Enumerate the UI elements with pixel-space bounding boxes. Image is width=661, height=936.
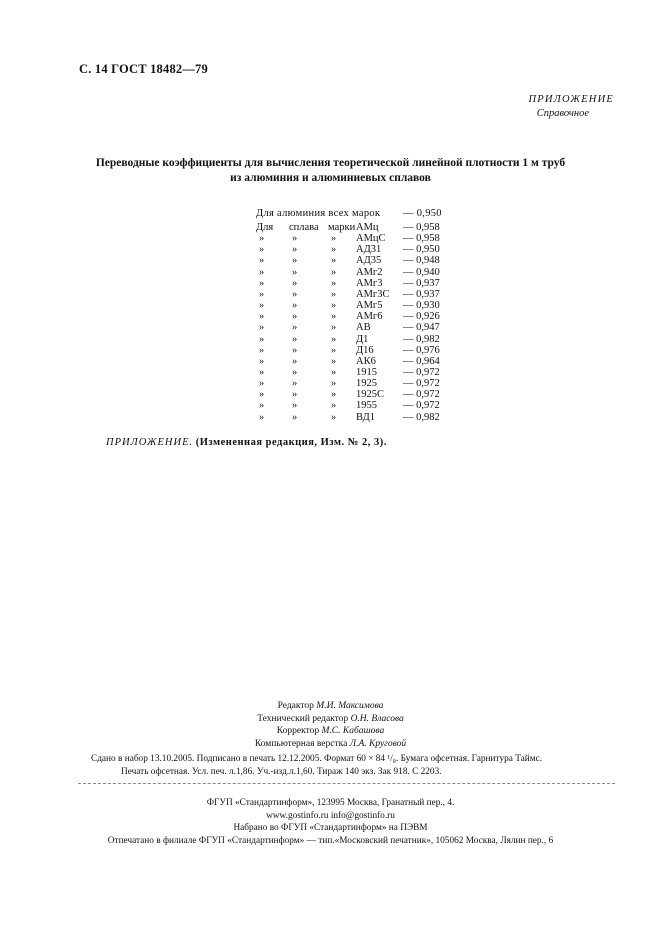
cell-value: — 0,982 [403,333,440,345]
cell-grade: АМцС [356,233,386,245]
table-row [0,378,661,389]
first-row-label: Для алюминия всех марок [256,208,381,219]
table-first-row [256,208,380,219]
publisher-line-1: ФГУП «Стандартинформ», 123995 Москва, Гранатный пер., 4. [206,798,455,808]
title-line-1: Переводные коэффициенты для вычисления теоретической линейной плотности 1 м труб [95,157,566,169]
cell-value: — 0,940 [403,266,440,278]
cell-grade: 1925 [356,378,377,390]
cell-grade-word: » [331,366,337,378]
table-row [0,311,661,322]
cell-alloy: » [292,333,298,345]
cell-for: » [259,288,265,300]
table-row [0,278,661,289]
table-row [0,334,661,345]
credit-name: М.С. Кабашова [321,726,385,737]
publisher-line-3: Набрано во ФГУП «Стандартинформ» на ПЭВМ [233,823,428,834]
cell-for: » [259,400,265,412]
note-text: (Измененная редакция, Изм. № 2, 3). [195,437,387,448]
appendix-note [106,437,387,448]
cell-for: » [259,378,265,390]
cell-value: — 0,937 [403,288,440,300]
publisher-block [0,797,661,847]
cell-alloy: » [292,344,298,356]
cell-grade-word: » [331,400,337,412]
table-row [0,345,661,356]
cell-grade: АМг3С [356,288,390,300]
cell-grade: 1925С [356,389,385,401]
cell-grade-word: » [331,344,337,356]
table-row [0,255,661,266]
print-info-line-1: Сдано в набор 13.10.2005. Подписано в печать 12.12.2005. Формат 60 × 84 ¹/₈. Бумага офсетная. Гарнитура Таймс. [91,754,543,764]
appendix-type: Справочное [536,108,589,119]
cell-for: » [259,244,265,256]
credit-layout [0,738,661,751]
credit-role: Корректор [276,726,320,737]
cell-grade: 1955 [356,400,377,412]
credit-tech-editor [0,713,661,726]
cell-alloy: » [292,233,298,245]
cell-value: — 0,976 [403,344,440,356]
cell-alloy: » [292,288,298,300]
first-row-value: — 0,950 [403,208,442,219]
cell-grade-word: » [331,255,337,267]
cell-grade: 1915 [356,366,377,378]
cell-for: » [259,266,265,278]
cell-value: — 0,964 [403,355,440,367]
cell-grade: АМг5 [356,300,383,312]
table-row [0,367,661,378]
cell-value: — 0,948 [403,255,440,267]
cell-grade: АМг3 [356,277,383,289]
cell-value: — 0,926 [403,311,440,323]
cell-grade-word: » [331,322,337,334]
cell-for: » [259,411,265,423]
cell-grade: АД35 [356,255,382,267]
table-row [0,322,661,333]
cell-grade-word: » [331,266,337,278]
publisher-line-2: www.gostinfo.ru info@gostinfo.ru [266,810,395,821]
cell-for: » [259,233,265,245]
document-title [0,156,661,186]
table-row [0,244,661,255]
table-row [0,412,661,423]
note-label: ПРИЛОЖЕНИЕ. [106,437,194,448]
cell-for: » [259,322,265,334]
cell-for: » [259,277,265,289]
credit-role: Технический редактор [257,713,349,724]
cell-for: » [259,389,265,401]
cell-alloy: » [292,266,298,278]
cell-alloy: сплава [289,222,319,233]
cell-for: » [259,344,265,356]
cell-grade-word: » [331,355,337,367]
table-row [0,289,661,300]
cell-grade-word: » [331,300,337,312]
appendix-label: ПРИЛОЖЕНИЕ [528,94,614,105]
cell-value: — 0,937 [403,277,440,289]
credit-name: М.И. Максимова [316,701,384,711]
cell-grade-word: » [331,389,337,401]
cell-for: » [259,355,265,367]
table-row [0,267,661,278]
cell-alloy: » [292,244,298,256]
title-line-2: из алюминия и алюминиевых сплавов [230,172,431,184]
cell-alloy: » [292,300,298,312]
cell-grade-word: » [331,333,337,345]
cell-grade-word: » [331,411,337,423]
cell-value: — 0,947 [403,322,440,334]
credit-name: Л.А. Круговой [349,738,407,749]
credit-role: Компьютерная верстка [254,738,348,749]
cell-for: » [259,311,265,323]
cell-value: — 0,972 [403,389,440,401]
cell-alloy: » [292,322,298,334]
separator-rule [78,783,615,784]
cell-alloy: » [292,366,298,378]
cell-alloy: » [292,355,298,367]
credit-name: О.Н. Власова [350,713,404,724]
credit-editor [0,700,661,713]
cell-grade-word: » [331,277,337,289]
cell-value: — 0,972 [403,400,440,412]
cell-grade-word: » [331,378,337,390]
table-row [0,222,661,233]
cell-value: — 0,972 [403,378,440,390]
cell-value: — 0,972 [403,366,440,378]
print-info-line-2: Печать офсетная. Усл. печ. л.1,86. Уч.-изд.л.1,60. Тираж 140 экз. Зак 918. С 2203. [121,767,442,777]
cell-value: — 0,950 [403,244,440,256]
cell-grade-word: » [331,288,337,300]
cell-value: — 0,958 [403,222,440,233]
cell-for: » [259,300,265,312]
table-row [0,356,661,367]
cell-alloy: » [292,378,298,390]
cell-value: — 0,930 [403,300,440,312]
table-row [0,300,661,311]
cell-value: — 0,958 [403,233,440,245]
cell-alloy: » [292,277,298,289]
print-info [0,753,661,779]
cell-for: » [259,366,265,378]
cell-grade: АМг6 [356,311,383,323]
table-row [0,389,661,400]
cell-grade-word: » [331,233,337,245]
cell-alloy: » [292,389,298,401]
cell-alloy: » [292,255,298,267]
cell-grade: Д16 [356,344,374,356]
cell-grade: АД31 [356,244,382,256]
cell-grade: АМц [356,222,379,233]
cell-alloy: » [292,411,298,423]
cell-grade-word: марки [328,222,356,233]
cell-value: — 0,982 [403,411,440,423]
cell-grade: АК6 [356,355,376,367]
cell-grade-word: » [331,244,337,256]
cell-grade: ВД1 [356,411,376,423]
cell-alloy: » [292,311,298,323]
table-row [0,400,661,411]
cell-grade-word: » [331,311,337,323]
publisher-line-4: Отпечатано в филиале ФГУП «Стандартинформ» — тип.«Московский печатник», 105062 Москва, Лялин пер., 6 [107,835,554,846]
cell-grade: АВ [356,322,371,334]
cell-grade: Д1 [356,333,369,345]
cell-for: » [259,255,265,267]
credit-role: Редактор [277,701,314,711]
cell-alloy: » [292,400,298,412]
table-row [0,233,661,244]
cell-for: Для [256,222,274,233]
credits-block [0,700,661,750]
cell-for: » [259,333,265,345]
cell-grade: АМг2 [356,266,383,278]
page-header: С. 14 ГОСТ 18482—79 [79,62,208,76]
credit-proofreader [0,725,661,738]
